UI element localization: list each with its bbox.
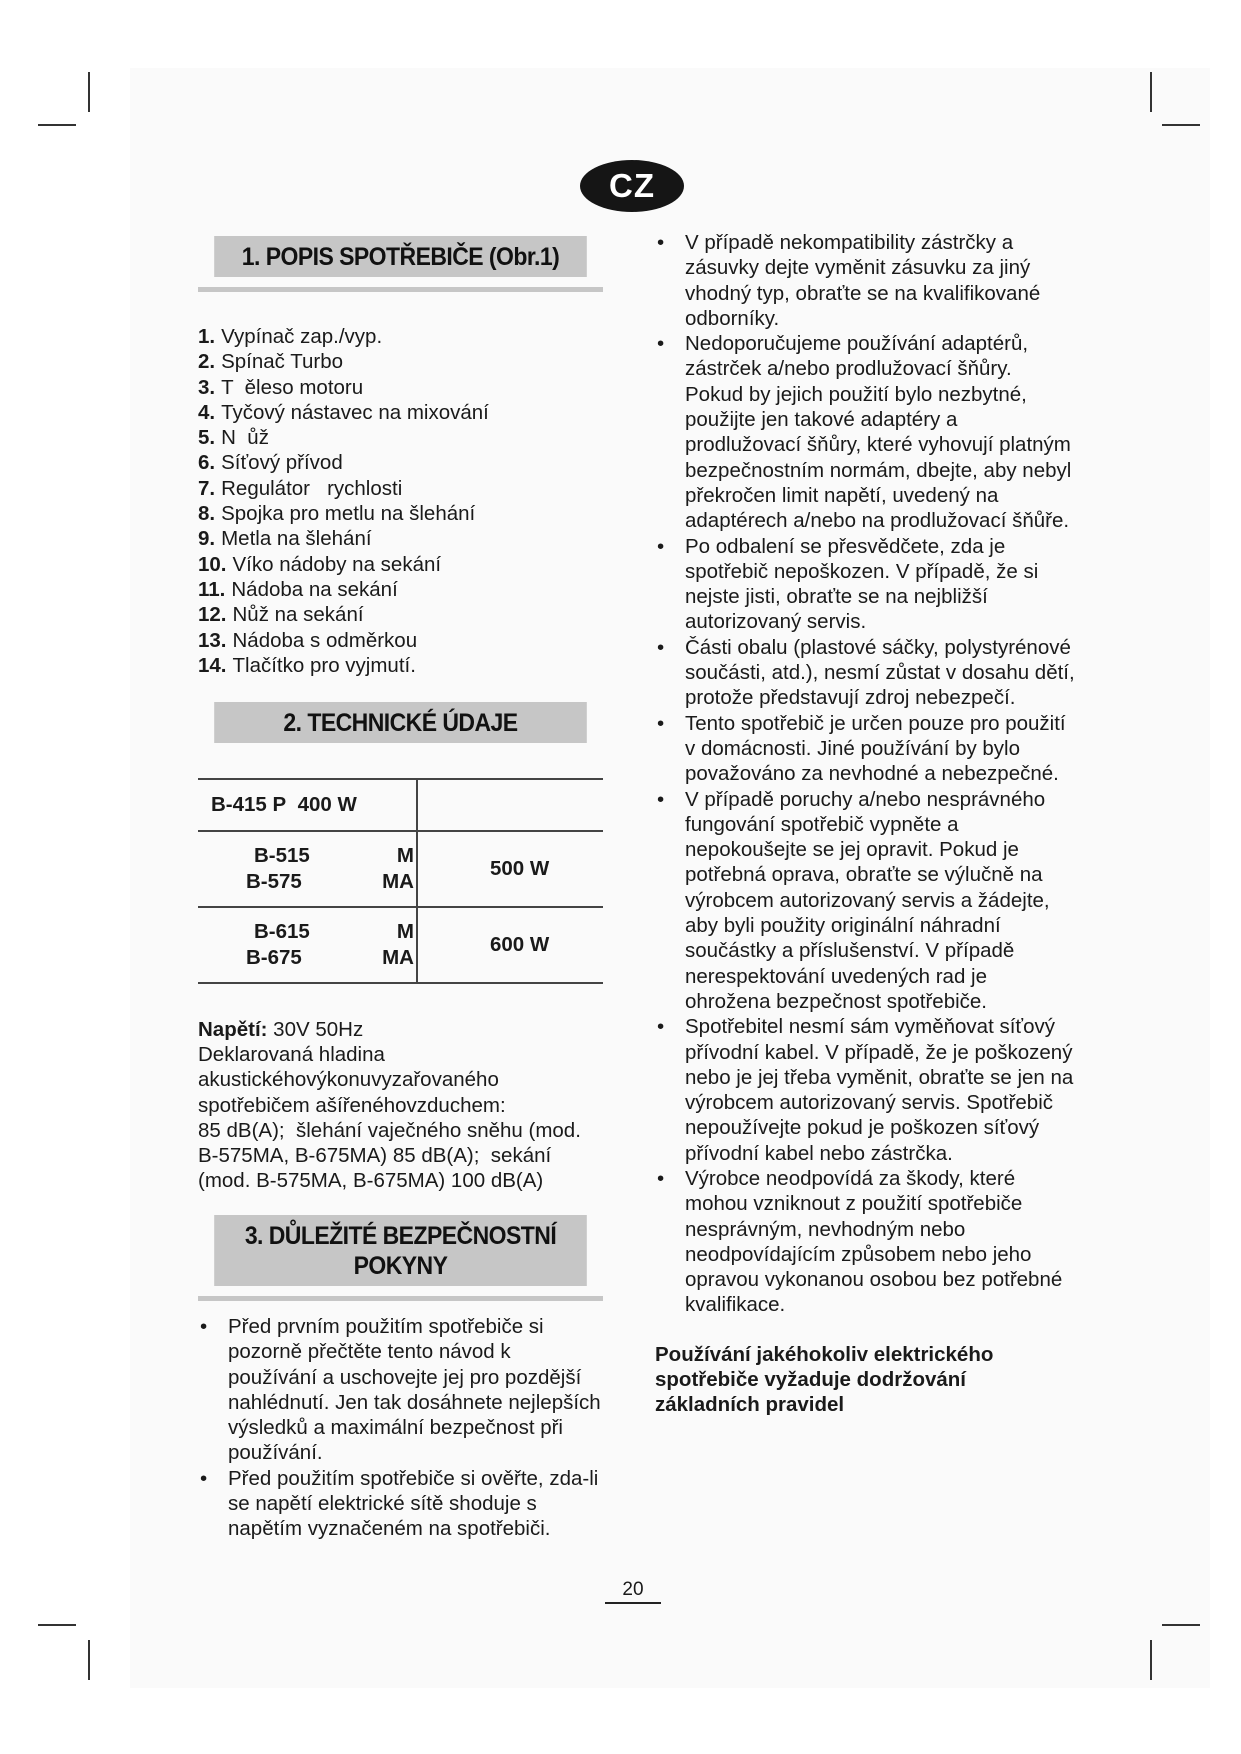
section-3-title-line: POKYNY <box>353 1252 448 1280</box>
language-badge: CZ <box>580 160 684 212</box>
list-item: • Před prvním použitím spotřebiče si pozorně přečtěte tento návod k používání a uschovejte jej pro pozdější nahlédnutí. Jen tak dosáhnete nejlepších výsledků a maximální bezpečnost při používání. <box>198 1314 603 1466</box>
table-cell <box>198 779 417 831</box>
section-3-header <box>198 1215 603 1301</box>
final-note: Používání jakéhokoliv elektrického spotřebiče vyžaduje dodržování základních pravidel <box>655 1342 994 1417</box>
crop-mark <box>88 1640 90 1680</box>
right-column <box>655 230 1075 1417</box>
noise-line: 85 dB(A); šlehání vaječného sněhu (mod. <box>198 1118 581 1142</box>
item-text: Víko nádoby na sekání <box>232 552 442 576</box>
safety-list-left <box>198 1314 603 1542</box>
item-number: 11. <box>198 577 226 601</box>
list-item: • V případě nekompatibility zástrčky a zásuvky dejte vyměnit zásuvku za jiný vhodný typ, obraťte se na kvalifikované odborníky. <box>655 230 1075 331</box>
spec-table <box>198 778 603 984</box>
list-item <box>198 602 489 627</box>
item-text: T ěleso motoru <box>221 375 364 399</box>
model-type: MA <box>382 870 414 893</box>
electrical-info <box>198 1017 603 1193</box>
list-item <box>198 425 489 450</box>
divider <box>198 287 603 292</box>
list-item <box>198 577 489 602</box>
item-text: Spojka pro metlu na šlehání <box>221 502 476 526</box>
crop-mark <box>1162 124 1200 126</box>
list-item <box>198 324 489 349</box>
model-type: MA <box>382 946 414 969</box>
item-number: 12. <box>198 603 227 627</box>
list-item <box>198 501 489 526</box>
table-cell <box>417 779 603 831</box>
list-item: • V případě poruchy a/nebo nesprávného fungování spotřebič vypněte a nepokoušejte se jej opravit. Pokud je potřebná oprava, obraťte se výlučně na výrobcem autorizovaný servis a žádejte, aby byli použity originální náhradní součástky a příslušenství. V případě nerespektování uvedených rad je ohrožena bezpečnost spotřebiče. <box>655 787 1075 1015</box>
item-text: Vypínač zap./vyp. <box>221 325 383 348</box>
item-number: 2. <box>198 350 216 374</box>
item-text: Metla na šlehání <box>221 527 372 551</box>
list-item <box>198 653 489 678</box>
item-number: 4. <box>198 400 216 424</box>
item-number: 3. <box>198 375 216 399</box>
table-row <box>198 779 603 831</box>
crop-mark <box>88 72 90 112</box>
item-text: Tlačítko pro vyjmutí. <box>232 653 416 677</box>
noise-line: akustickéhovýkonuvyzařovaného <box>198 1068 499 1092</box>
noise-line: spotřebičem ašířenéhovzduchem: <box>198 1093 506 1117</box>
list-item <box>198 400 489 425</box>
crop-mark <box>38 1624 76 1626</box>
list-item <box>198 628 489 653</box>
item-number: 13. <box>198 628 227 652</box>
section-1-header <box>198 236 603 292</box>
item-text: Regulátor rychlosti <box>221 476 403 500</box>
item-text: Tyčový nástavec na mixování <box>221 400 489 424</box>
voltage-line <box>198 1017 603 1042</box>
model-name: B-675 <box>246 946 302 969</box>
list-item: • Nedoporučujeme používání adaptérů, zástrček a/nebo prodlužovací šňůry. Pokud by jejich použití bylo nezbytné, použijte jen takové adaptéry a prodlužovací šňůry, které vyhovují platným bezpečnostním normám, dbejte, aby nebyl překročen limit napětí, uvedený na adaptérech a/nebo na prodlužovací šňůře. <box>655 331 1075 533</box>
noise-line: B-575MA, B-675MA) 85 dB(A); sekání <box>198 1144 552 1168</box>
model-type: M <box>396 920 414 943</box>
noise-line: (mod. B-575MA, B-675MA) 100 dB(A) <box>198 1169 544 1193</box>
section-3-title-line: 3. DŮLEŽITÉ BEZPEČNOSTNÍ <box>244 1222 557 1250</box>
model-name: B-515 <box>254 844 310 867</box>
list-item <box>198 476 489 501</box>
model-type: M <box>396 844 414 867</box>
item-number: 1. <box>198 325 216 348</box>
item-number: 8. <box>198 502 216 526</box>
item-number: 5. <box>198 426 216 450</box>
item-number: 9. <box>198 527 216 551</box>
model-name: B-415 P <box>211 793 287 816</box>
list-item <box>198 349 489 374</box>
item-number: 14. <box>198 653 227 677</box>
item-text: N ůž <box>221 426 269 450</box>
table-cell <box>198 831 417 907</box>
list-item <box>198 450 489 475</box>
divider <box>198 1296 603 1301</box>
noise-line: Deklarovaná hladina <box>198 1043 385 1067</box>
voltage-value: 30V 50Hz <box>267 1018 364 1041</box>
list-item <box>198 526 489 551</box>
list-item <box>198 552 489 577</box>
crop-mark <box>38 124 76 126</box>
item-number: 7. <box>198 476 216 500</box>
model-name: B-575 <box>246 870 302 893</box>
table-row <box>198 907 603 983</box>
crop-mark <box>1150 72 1152 112</box>
power-cell: 600 W <box>417 907 603 983</box>
item-text: Nůž na sekání <box>232 603 364 627</box>
item-text: Síťový přívod <box>221 451 343 475</box>
parts-list <box>198 324 489 678</box>
item-number: 10. <box>198 552 227 576</box>
list-item: • Výrobce neodpovídá za škody, které mohou vzniknout z použití spotřebiče nesprávným, nevhodným nebo neodpovídajícím způsobem nebo jeho opravou vykonanou osobou bez potřebné kvalifikace. <box>655 1166 1075 1318</box>
power-cell: 500 W <box>417 831 603 907</box>
list-item: • Spotřebitel nesmí sám vyměňovat síťový přívodní kabel. V případě, že je poškozený nebo je jej třeba vyměnit, obraťte se jen na výrobcem autorizovaný servis. Spotřebič nepoužívejte pokud je poškozen síťový přívodní kabel nebo zástrčka. <box>655 1014 1075 1166</box>
item-text: Nádoba na sekání <box>231 577 398 601</box>
page-number: 20 <box>605 1578 661 1604</box>
list-item: • Před použitím spotřebiče si ověřte, zda-li se napětí elektrické sítě shoduje s napětím vyznačeném na spotřebiči. <box>198 1466 603 1542</box>
section-2-title: 2. TECHNICKÉ ÚDAJE <box>214 702 587 743</box>
item-number: 6. <box>198 451 216 475</box>
item-text: Nádoba s odměrkou <box>232 628 418 652</box>
table-row <box>198 831 603 907</box>
section-2-header <box>198 702 603 743</box>
crop-mark <box>1150 1640 1152 1680</box>
list-item: • Části obalu (plastové sáčky, polystyrénové součásti, atd.), nesmí zůstat v dosahu dětí, protože představují zdroj nebezpečí. <box>655 635 1075 711</box>
list-item: • Po odbalení se přesvědčete, zda je spotřebič nepoškozen. V případě, že si nejste jisti, obraťte se na nejbližší autorizovaný servis. <box>655 534 1075 635</box>
section-3-title <box>214 1215 587 1286</box>
list-item: • Tento spotřebič je určen pouze pro použití v domácnosti. Jiné používání by bylo považováno za nevhodné a nebezpečné. <box>655 711 1075 787</box>
safety-list-right <box>655 230 1075 1318</box>
table-cell <box>198 907 417 983</box>
model-power: 400 W <box>297 793 357 816</box>
item-text: Spínač Turbo <box>221 350 344 374</box>
section-1-title: 1. POPIS SPOTŘEBIČE (Obr.1) <box>214 236 587 277</box>
model-name: B-615 <box>254 920 310 943</box>
crop-mark <box>1162 1624 1200 1626</box>
list-item <box>198 375 489 400</box>
voltage-label: Napětí: <box>198 1018 268 1041</box>
